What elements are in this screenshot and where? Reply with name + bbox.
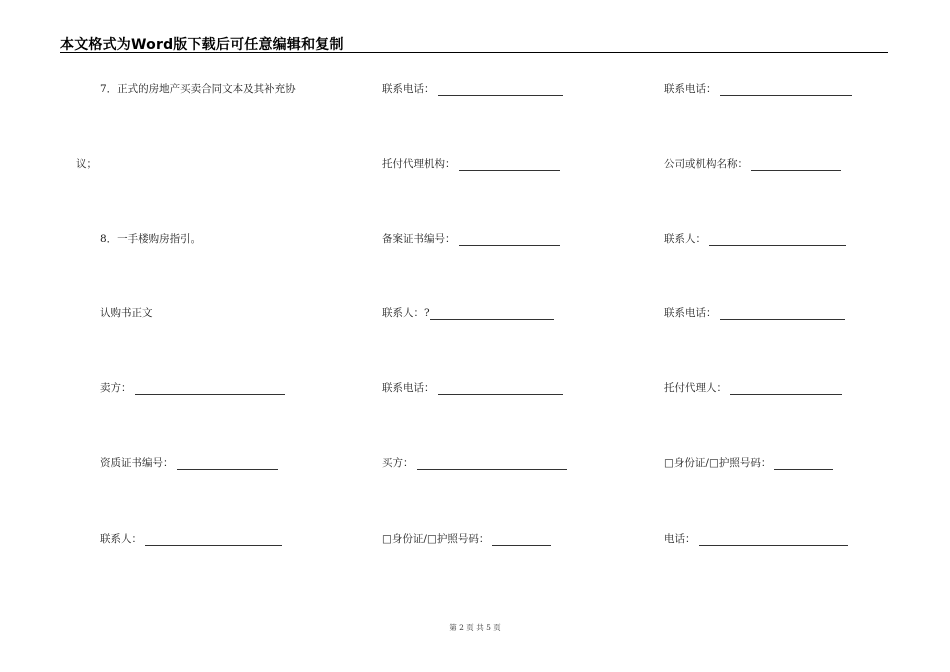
list-item-7-continuation: [76, 151, 97, 171]
qualification-no-field: [100, 450, 278, 470]
contact-label-2: 联系人：?: [382, 307, 430, 319]
escrow-agency-label: 托付代理机构：: [382, 158, 456, 170]
tel-field: [664, 526, 848, 546]
header-divider: [60, 52, 888, 53]
phone-label-4: 联系电话：: [664, 307, 717, 319]
seller-contact-blank[interactable]: [145, 533, 282, 546]
filing-no-blank[interactable]: [459, 233, 560, 246]
list-item-7-continuation-text: 议；: [76, 158, 97, 170]
list-item-7: [100, 76, 296, 96]
phone-field-2: [382, 375, 563, 395]
escrow-agency-blank[interactable]: [459, 158, 560, 171]
section-title: [100, 300, 153, 320]
filing-no-label: 备案证书编号：: [382, 233, 456, 245]
tel-blank[interactable]: [699, 533, 848, 546]
phone-blank-2[interactable]: [438, 382, 563, 395]
buyer-label: 买方：: [382, 457, 414, 469]
agent-field: [664, 375, 842, 395]
phone-blank-4[interactable]: [720, 307, 845, 320]
agent-label: 托付代理人：: [664, 382, 727, 394]
phone-blank-3[interactable]: [720, 83, 852, 96]
qualification-no-label: 资质证书编号：: [100, 457, 174, 469]
escrow-agency-field: [382, 151, 560, 171]
buyer-id-passport-blank[interactable]: [492, 533, 551, 546]
seller-contact-field: [100, 526, 282, 546]
phone-field-3: [664, 76, 852, 96]
filing-no-field: [382, 226, 560, 246]
section-title-text: 认购书正文: [100, 307, 153, 319]
list-item-8-text: 8．一手楼购房指引。: [100, 233, 202, 245]
seller-field: [100, 375, 285, 395]
id-passport-field-3: [664, 450, 833, 470]
page-number: 第 2 页 共 5 页: [449, 623, 501, 632]
qualification-no-blank[interactable]: [177, 457, 278, 470]
buyer-id-passport-field: [382, 526, 551, 546]
seller-contact-label: 联系人：: [100, 533, 142, 545]
buyer-blank[interactable]: [417, 457, 567, 470]
seller-label: 卖方：: [100, 382, 132, 394]
phone-label-1: 联系电话：: [382, 83, 435, 95]
list-item-7-text: 7．正式的房地产买卖合同文本及其补充协: [100, 83, 296, 95]
contact-field-3: [664, 226, 846, 246]
phone-field-1: [382, 76, 563, 96]
phone-blank-1[interactable]: [438, 83, 563, 96]
agent-blank[interactable]: [730, 382, 842, 395]
seller-blank[interactable]: [135, 382, 285, 395]
phone-label-3: 联系电话：: [664, 83, 717, 95]
contact-field-2: [382, 300, 554, 320]
company-name-blank[interactable]: [751, 158, 841, 171]
contact-blank-2[interactable]: [430, 307, 554, 320]
phone-label-2: 联系电话：: [382, 382, 435, 394]
page-header-title: 本文格式为Word版下载后可任意编辑和复制: [60, 37, 344, 53]
phone-field-4: [664, 300, 845, 320]
buyer-field: [382, 450, 567, 470]
id-passport-blank-3[interactable]: [774, 457, 833, 470]
buyer-id-passport-label: □身份证/□护照号码：: [382, 533, 490, 545]
contact-label-3: 联系人：: [664, 233, 706, 245]
id-passport-label-3: □身份证/□护照号码：: [664, 457, 772, 469]
company-name-label: 公司或机构名称：: [664, 158, 748, 170]
list-item-8: [100, 226, 201, 246]
company-name-field: [664, 151, 841, 171]
contact-blank-3[interactable]: [709, 233, 846, 246]
tel-label: 电话：: [664, 533, 696, 545]
